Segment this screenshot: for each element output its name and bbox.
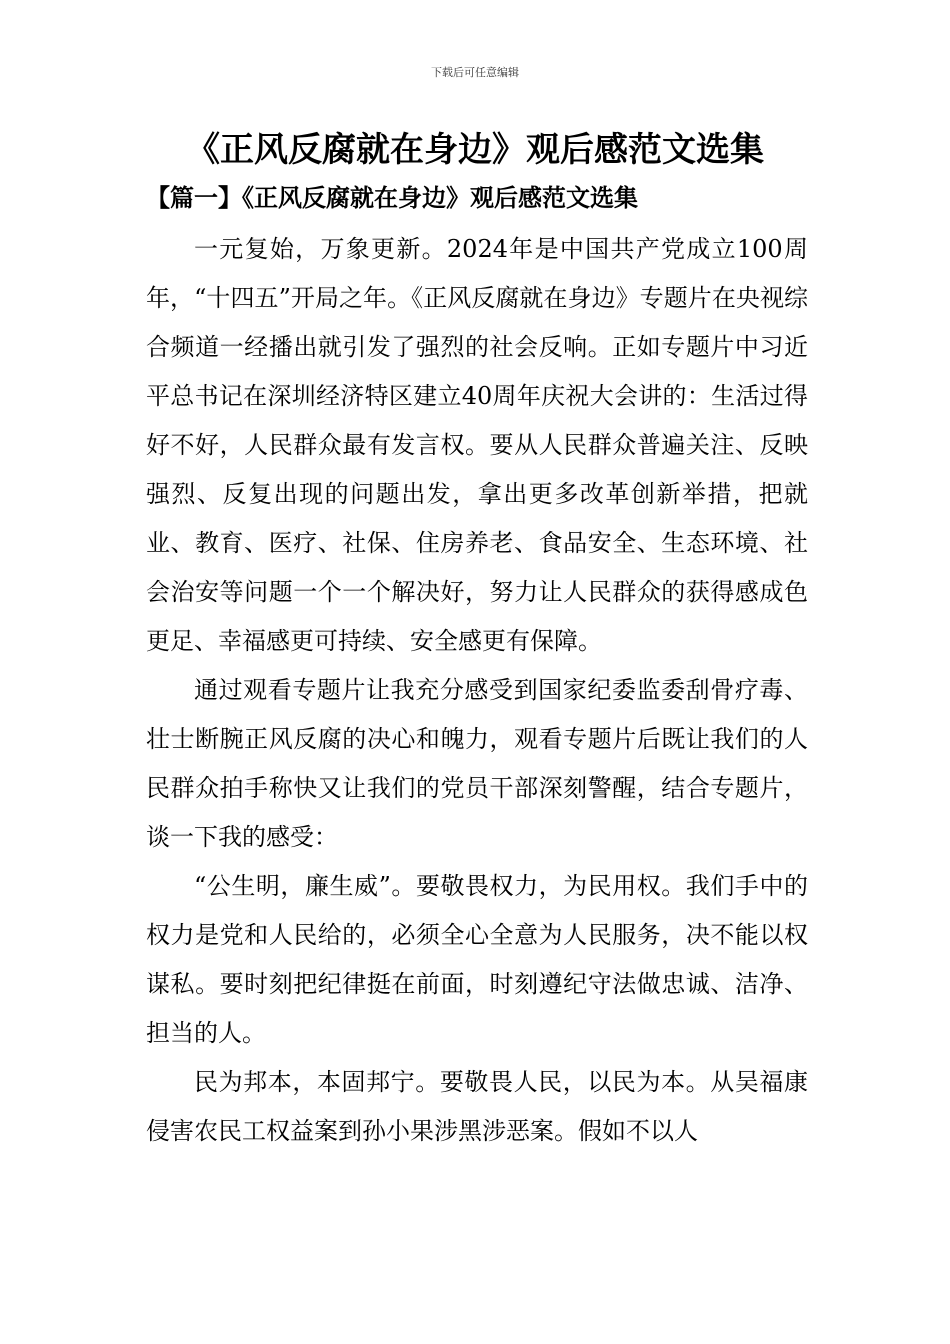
page-title: 《正风反腐就在身边》观后感范文选集	[186, 130, 764, 170]
paragraph-3: “公生明，廉生威”。要敬畏权力，为民用权。我们手中的权力是党和人民给的，必须全心全意为人民服务，决不能以权谋私。要时刻把纪律挺在前面，时刻遵纪守法做忠诚、洁净、担当的人。	[146, 872, 808, 1047]
header-note: 下载后可任意编辑	[431, 66, 519, 79]
paragraph-4: 民为邦本，本固邦宁。要敬畏人民，以民为本。从吴福康侵害农民工权益案到孙小果涉黑涉恶案。假如不以人	[146, 1068, 808, 1145]
section-heading: 【篇一】《正风反腐就在身边》观后感范文选集	[146, 183, 638, 212]
body-text	[146, 225, 808, 1156]
paragraph-2: 通过观看专题片让我充分感受到国家纪委监委刮骨疗毒、壮士断腕正风反腐的决心和魄力，观看专题片后既让我们的人民群众拍手称快又让我们的党员干部深刻警醒，结合专题片，谈一下我的感受：	[146, 676, 808, 851]
paragraph-1: 一元复始，万象更新。2024年是中国共产党成立100周年，“十四五”开局之年。《正风反腐就在身边》专题片在央视综合频道一经播出就引发了强烈的社会反响。正如专题片中习近平总书记在深圳经济特区建立40周年庆祝大会讲的：生活过得好不好，人民群众最有发言权。要从人民群众普遍关注、反映强烈、反复出现的问题出发，拿出更多改革创新举措，把就业、教育、医疗、社保、住房养老、食品安全、生态环境、社会治安等问题一个一个解决好，努力让人民群众的获得感成色更足、幸福感更可持续、安全感更有保障。	[146, 235, 808, 655]
